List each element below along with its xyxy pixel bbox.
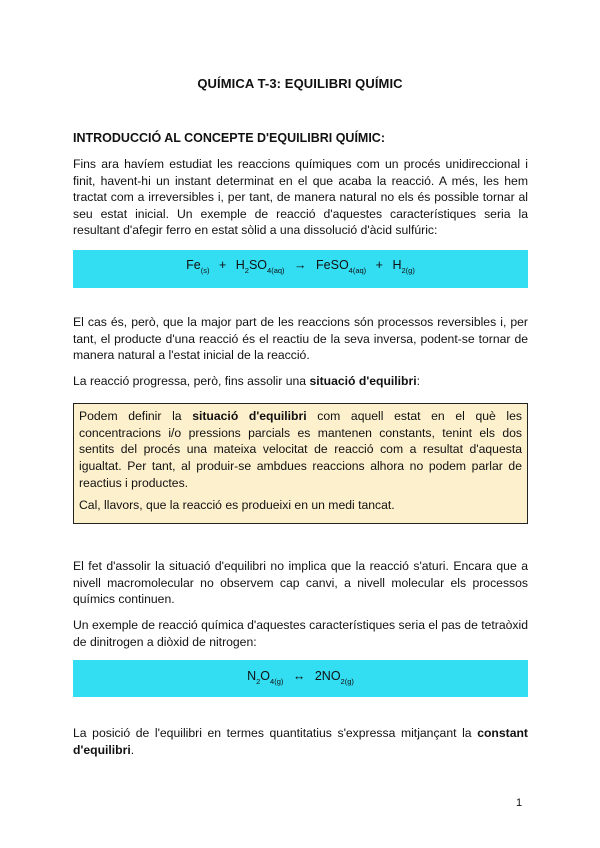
paragraph-constant: La posició de l'equilibri en termes quantitatius s'expressa mitjançant la constant d'equilibri. [73, 726, 528, 757]
page-number: 1 [516, 797, 523, 809]
equation-iron-sulfuric: $Fe_{(s)} + H_2SO_{4(aq)}$ → FeSO$_{4(aq)}$ + $H_{2(g)}$ [186, 258, 415, 275]
paragraph-reversible: El cas és, però, que la major part de les reaccions són processos reversibles i, per tant, el producte d'una reacció és el reactiu de la seva inversa, podent-se tornar de manera natural a l'estat inicial de la reacció. [73, 315, 528, 362]
equation-box-nitrogen [73, 660, 528, 697]
page-title: QUÍMICA T-3: EQUILIBRI QUÍMIC [197, 76, 403, 91]
paragraph-molecular: El fet d'assolir la situació d'equilibri no implica que la reacció s'aturi. Encara que a nivell macromolecular no observem cap canvi, a nivell molecular els processos químics continuen. [73, 559, 528, 606]
equation-box-iron-sulfuric [73, 250, 528, 288]
paragraph-example: Un exemple de reacció química d'aquestes característiques seria el pas de tetraòxid de dinitrogen a diòxid de nitrogen: [73, 618, 528, 649]
definition-box [73, 403, 528, 524]
equation-nitrogen: $N_2O_{4(g)}$ ↔ $2NO_{2(g)}$ [247, 669, 354, 686]
definition-text: Podem definir la situació d'equilibri com aquell estat en el què les concentracions i/o pressions parcials es mantenen constants, tenint els dos sentits del procés una mateixa velocitat de reacció com a resultat d'aquesta igualtat. Per tant, al produir-se ambdues reaccions alhora no podem parlar de reactius i productes. [79, 409, 522, 490]
section-heading: INTRODUCCIÓ AL CONCEPTE D'EQUILIBRI QUÍMIC: [73, 131, 385, 145]
paragraph-progress: La reacció progressa, però, fins assolir una situació d'equilibri: [73, 374, 421, 388]
definition-note: Cal, llavors, que la reacció es produeixi en un medi tancat. [79, 497, 395, 512]
paragraph-intro: Fins ara havíem estudiat les reaccions químiques com un procés unidireccional i finit, havent-hi un instant determinat en el que acaba la reacció. A més, les hem tractat com a irreversibles i, per tant, de manera natural no els és possible tornar al seu estat inicial. Un exemple de reacció d'aquestes característiques seria la resultant d'afegir ferro en estat sòlid a una dissolució d'àcid sulfúric: [73, 157, 528, 237]
